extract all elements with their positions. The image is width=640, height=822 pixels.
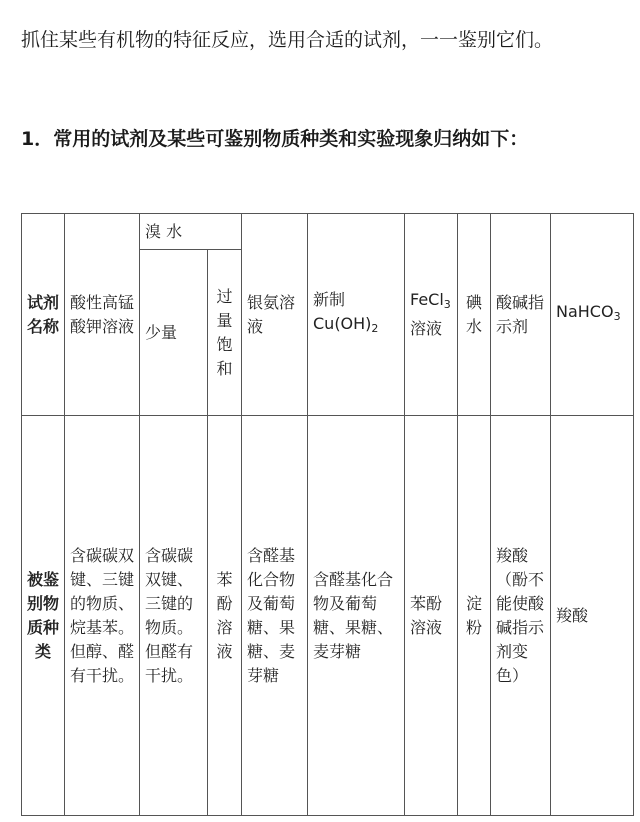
reagent-fecl3-suffix: 溶液 [410,319,443,338]
substance-nahco3: 羧酸 [551,416,634,816]
reagent-bromine-small: 少量 [140,250,208,416]
reagent-cuoh2-prefix: 新制 [313,290,346,309]
intro-text: 抓住某些有机物的特征反应，选用合适的试剂，一一鉴别它们。 [21,29,554,51]
section-heading: 1．常用的试剂及某些可鉴别物质种类和实验现象归纳如下： [21,128,529,150]
substance-kmno4: 含碳碳双键、三键的物质、烷基苯。但醇、醛有干扰。 [65,416,140,816]
reagent-nahco3-subscript: 3 [613,310,621,323]
table-row [22,416,634,816]
reagent-cuoh2-subscript: 2 [371,322,379,335]
reagent-indicator: 酸碱指示剂 [491,214,551,416]
reagent-bromine-water: 溴 水 [140,214,242,250]
reagent-nahco3 [551,214,634,416]
reagent-fecl3-subscript: 3 [443,298,451,311]
substance-type-header: 被鉴别物质种类 [22,416,65,816]
reagent-iodine: 碘水 [458,214,491,416]
substance-bromine-small: 含碳碳双键、三键的物质。但醛有干扰。 [140,416,208,816]
reagent-name-header: 试剂名称 [22,214,65,416]
substance-indicator: 羧酸（酚不能使酸碱指示剂变色） [491,416,551,816]
reagent-kmno4: 酸性高锰酸钾溶液 [65,214,140,416]
reagent-silver-ammonia: 银氨溶液 [242,214,308,416]
reagent-fecl3 [405,214,458,416]
reagent-cuoh2-formula: Cu(OH) [313,314,372,333]
substance-iodine: 淀粉 [458,416,491,816]
substance-fecl3: 苯酚溶液 [405,416,458,816]
reagent-cuoh2 [308,214,405,416]
reagent-fecl3-formula: FeCl [410,290,444,309]
reagent-bromine-excess: 过量饱和 [208,250,242,416]
reagent-table [21,213,634,816]
substance-bromine-excess: 苯酚溶液 [208,416,242,816]
substance-cuoh2: 含醛基化合物及葡萄糖、果糖、麦芽糖 [308,416,405,816]
table-row [22,214,634,250]
reagent-nahco3-formula: NaHCO [556,302,614,321]
substance-silver-ammonia: 含醛基化合物及葡萄糖、果糖、麦芽糖 [242,416,308,816]
